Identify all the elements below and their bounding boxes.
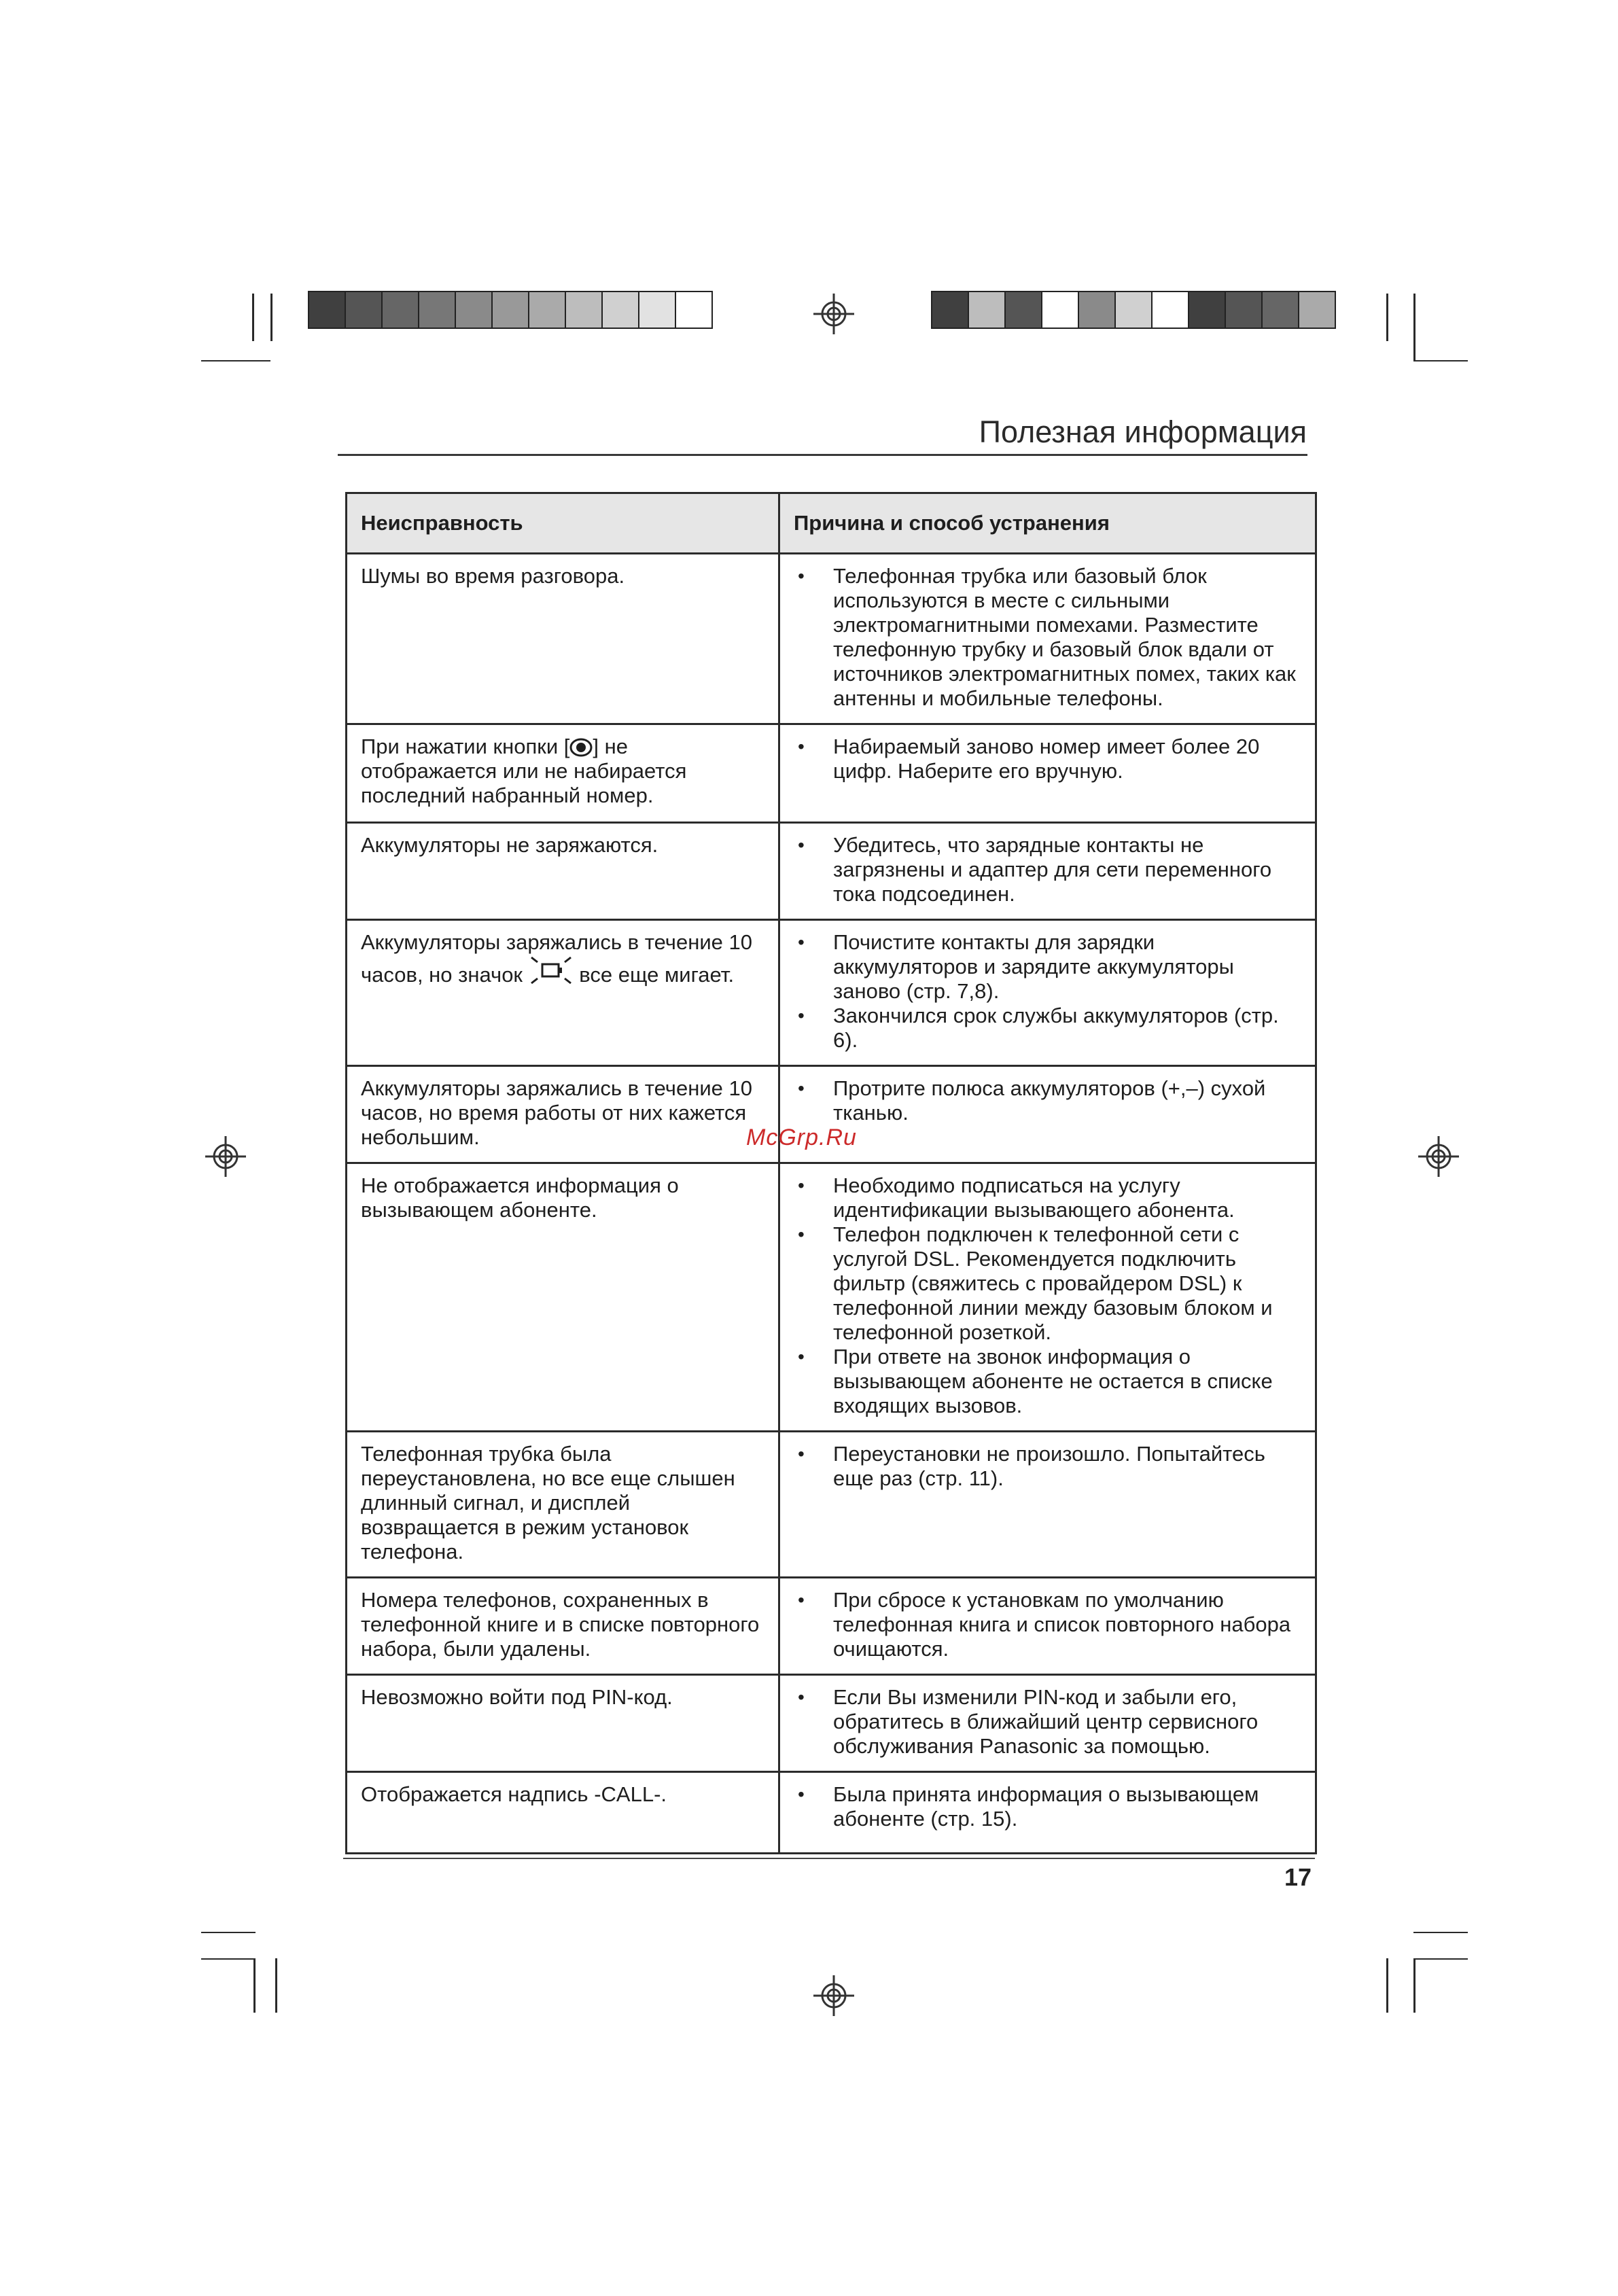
- cause-item: • Протрите полюса аккумуляторов (+,–) сухой тканью.: [794, 1076, 1301, 1125]
- cause-item: • Убедитесь, что зарядные контакты не загрязнены и адаптер для сети переменного тока подсоединен.: [794, 833, 1301, 906]
- battery-blinking-icon: [529, 955, 574, 986]
- crop-mark: [1386, 294, 1388, 341]
- problem-cell: Не отображается информация о вызывающем абоненте.: [347, 1163, 779, 1432]
- crop-mark: [253, 1958, 256, 2013]
- crop-mark: [1413, 1958, 1415, 2013]
- calibration-swatch: [1261, 291, 1299, 329]
- calibration-swatch: [491, 291, 529, 329]
- registration-mark-icon: [812, 1974, 856, 2017]
- crop-mark: [1413, 1958, 1468, 1960]
- problem-cell: Отображается надпись -CALL-.: [347, 1772, 779, 1854]
- calibration-swatch: [381, 291, 419, 329]
- crop-mark: [1413, 1932, 1468, 1933]
- calibration-swatch: [675, 291, 713, 329]
- table-row: [347, 823, 1316, 920]
- calibration-swatch: [345, 291, 383, 329]
- calibration-swatch: [1151, 291, 1189, 329]
- table-row: [347, 920, 1316, 1066]
- crop-mark: [275, 1958, 277, 2013]
- table-row: [347, 724, 1316, 823]
- calibration-swatch: [1225, 291, 1263, 329]
- problem-text: все еще мигает.: [579, 963, 735, 987]
- cause-cell: [779, 1772, 1316, 1854]
- crop-mark: [201, 1958, 256, 1960]
- calibration-swatch: [455, 291, 493, 329]
- cause-cell: [779, 724, 1316, 823]
- calibration-swatch: [601, 291, 639, 329]
- crop-mark: [1386, 1958, 1388, 2013]
- problem-cell: Шумы во время разговора.: [347, 554, 779, 724]
- crop-mark: [201, 1932, 256, 1933]
- calibration-swatch: [1298, 291, 1336, 329]
- footer-rule: [343, 1858, 1315, 1859]
- calibration-swatch: [565, 291, 603, 329]
- watermark: McGrp.Ru: [746, 1125, 857, 1150]
- cause-cell: [779, 1163, 1316, 1432]
- cause-item: • Если Вы изменили PIN-код и забыли его, обратитесь в ближайший центр сервисного обслуживания Panasonic за помощью.: [794, 1685, 1301, 1759]
- troubleshooting-table: [345, 492, 1317, 1854]
- problem-text: Аккумуляторы заряжались в течение 10 часов, но значок: [361, 930, 752, 987]
- problem-cell: Аккумуляторы заряжались в течение 10 часов, но время работы от них кажется небольшим.: [347, 1066, 779, 1163]
- calibration-swatch: [638, 291, 676, 329]
- calibration-swatch: [1078, 291, 1116, 329]
- column-header-problem: Неисправность: [347, 493, 779, 554]
- problem-cell: Телефонная трубка была переустановлена, но все еще слышен длинный сигнал, и дисплей возвращается в режим установок телефона.: [347, 1432, 779, 1578]
- calibration-swatch: [968, 291, 1006, 329]
- cause-item: • Телефонная трубка или базовый блок используются в месте с сильными электромагнитными помехами. Разместите телефонную трубку и базовый блок вдали от источников электромагнитных помех, таких как антенны и мобильные телефоны.: [794, 564, 1301, 711]
- crop-mark: [252, 294, 254, 341]
- crop-mark: [1413, 360, 1468, 361]
- crop-mark: [201, 360, 270, 361]
- cause-cell: [779, 1066, 1316, 1163]
- problem-cell: [347, 920, 779, 1066]
- calibration-swatch: [1188, 291, 1226, 329]
- registration-mark-icon: [812, 292, 856, 336]
- cause-cell: [779, 1432, 1316, 1578]
- calibration-swatch: [528, 291, 566, 329]
- crop-mark: [1413, 294, 1415, 361]
- title-rule: [338, 454, 1307, 456]
- redial-button-icon: [569, 737, 593, 758]
- crop-mark: [270, 294, 272, 341]
- cause-cell: [779, 823, 1316, 920]
- calibration-swatch: [1041, 291, 1079, 329]
- calibration-swatch: [418, 291, 456, 329]
- registration-mark-icon: [204, 1135, 247, 1178]
- cause-item: • Была принята информация о вызывающем абоненте (стр. 15).: [794, 1782, 1301, 1831]
- calibration-swatch: [1004, 291, 1042, 329]
- cause-item: • При ответе на звонок информация о вызывающем абоненте не остается в списке входящих вызовов.: [794, 1345, 1301, 1418]
- problem-cell: Невозможно войти под PIN-код.: [347, 1675, 779, 1772]
- calibration-swatch: [308, 291, 346, 329]
- calibration-swatch: [1114, 291, 1153, 329]
- problem-cell: [347, 724, 779, 823]
- problem-cell: Номера телефонов, сохраненных в телефонной книге и в списке повторного набора, были удалены.: [347, 1578, 779, 1675]
- table-row: [347, 1675, 1316, 1772]
- cause-cell: [779, 1675, 1316, 1772]
- page-number: 17: [1284, 1863, 1312, 1891]
- cause-cell: [779, 554, 1316, 724]
- cause-item: • Переустановки не произошло. Попытайтесь еще раз (стр. 11).: [794, 1442, 1301, 1491]
- cause-item: • Закончился срок службы аккумуляторов (стр. 6).: [794, 1004, 1301, 1053]
- problem-cell: Аккумуляторы не заряжаются.: [347, 823, 779, 920]
- cause-cell: [779, 1578, 1316, 1675]
- calibration-swatch: [931, 291, 969, 329]
- cause-item: • Набираемый заново номер имеет более 20 цифр. Наберите его вручную.: [794, 735, 1301, 783]
- table-row: [347, 1772, 1316, 1854]
- registration-mark-icon: [1417, 1135, 1460, 1178]
- table-row: [347, 1432, 1316, 1578]
- cause-cell: [779, 920, 1316, 1066]
- problem-text: При нажатии кнопки [: [361, 735, 570, 758]
- column-header-cause: Причина и способ устранения: [779, 493, 1316, 554]
- calibration-strip-left: [309, 291, 713, 329]
- cause-item: • Телефон подключен к телефонной сети с услугой DSL. Рекомендуется подключить фильтр (свяжитесь с провайдером DSL) к телефонной линии между базовым блоком и телефонной розеткой.: [794, 1222, 1301, 1345]
- table-row: [347, 554, 1316, 724]
- cause-item: • При сбросе к установкам по умолчанию телефонная книга и список повторного набора очищаются.: [794, 1588, 1301, 1661]
- cause-item: • Необходимо подписаться на услугу идентификации вызывающего абонента.: [794, 1173, 1301, 1222]
- table-header-row: [347, 493, 1316, 554]
- cause-item: • Почистите контакты для зарядки аккумуляторов и зарядите аккумуляторы заново (стр. 7,8).: [794, 930, 1301, 1004]
- section-title: Полезная информация: [979, 414, 1307, 449]
- table-row: [347, 1578, 1316, 1675]
- table-row: [347, 1163, 1316, 1432]
- calibration-strip-right: [932, 291, 1336, 329]
- problem-text: ] не отображается или не набирается последний набранный номер.: [361, 735, 687, 807]
